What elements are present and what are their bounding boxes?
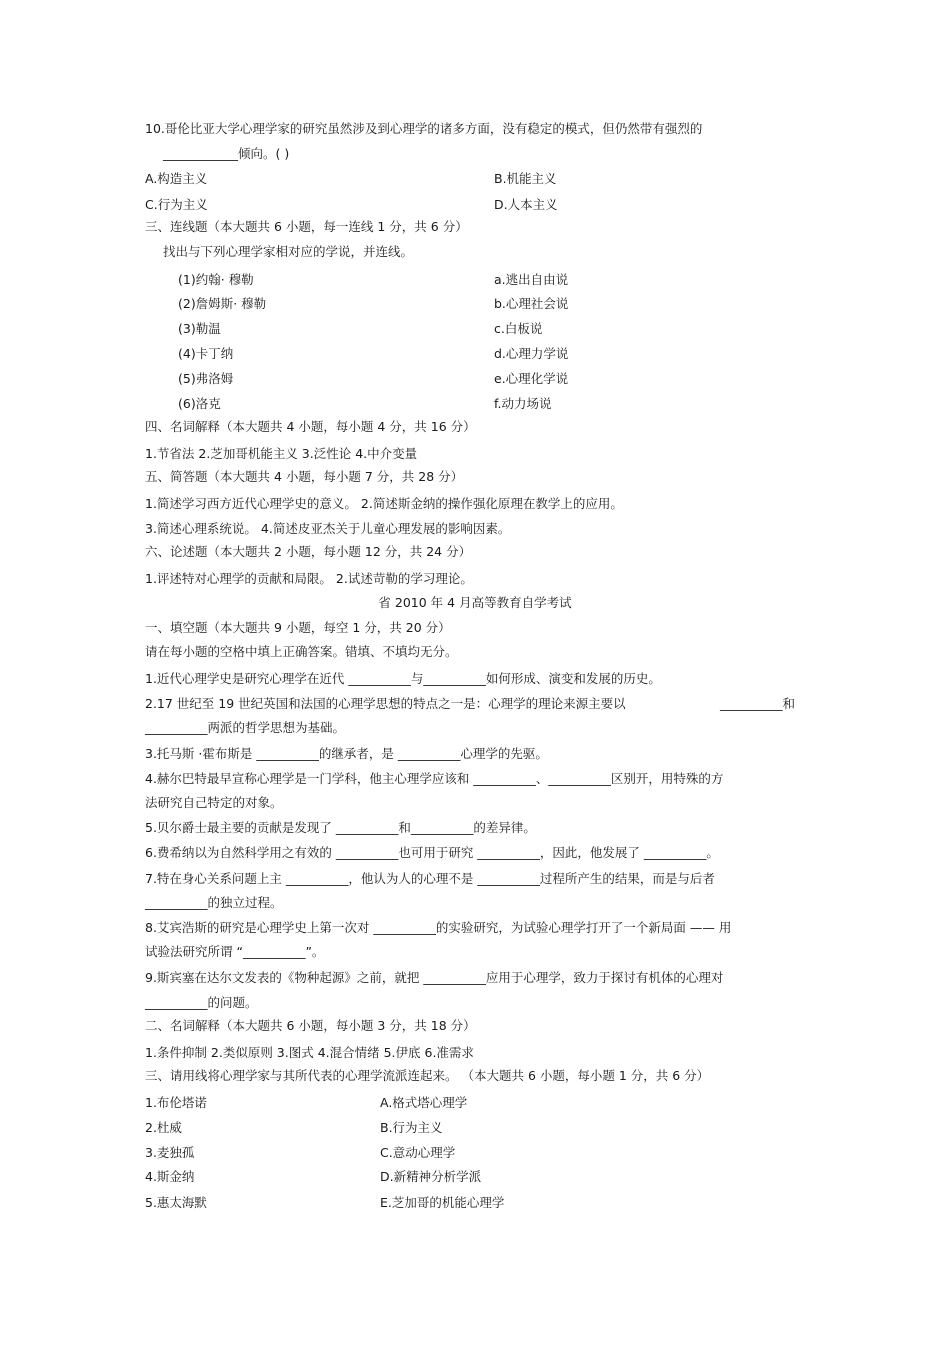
matching-2-left-item: 5.惠太海默 (145, 1195, 207, 1210)
matching-right-item: c.白板说 (494, 321, 543, 336)
matching-left-item: (4)卡丁纳 (178, 346, 234, 361)
fill-question-3: 3.托马斯 ·霍布斯是 __________的继承者，是 __________心理学的先驱。 (145, 746, 548, 761)
fill-question-9: 9.斯宾塞在达尔文发表的《物种起源》之前，就把 __________应用于心理学，致力于探讨有机体的心理对 (145, 970, 724, 985)
matching-right-item: e.心理化学说 (494, 371, 569, 386)
fill-question-1: 1.近代心理学史是研究心理学在近代 __________与__________如何形成、演变和发展的历史。 (145, 671, 661, 686)
section-terms-items: 1.节省法 2.芝加哥机能主义 3.泛性论 4.中介变量 (145, 446, 418, 461)
matching-2-left-item: 3.麦独孤 (145, 1145, 195, 1160)
fill-question-5: 5.贝尔爵士最主要的贡献是发现了 __________和__________的差异律。 (145, 820, 536, 835)
fill-question-7: 7.特在身心关系问题上主 __________，他认为人的心理不是 __________过程所产生的结果，而是与后者 (145, 871, 715, 886)
fill-question-7-continued: __________的独立过程。 (145, 895, 283, 910)
matching-left-item: (5)弗洛姆 (178, 371, 234, 386)
section-terms-2-items: 1.条件抑制 2.类似原则 3.图式 4.混合情绪 5.伊底 6.准需求 (145, 1045, 474, 1060)
section-terms-2-title: 二、名词解释（本大题共 6 小题，每小题 3 分，共 18 分） (145, 1018, 476, 1033)
fill-question-2: 2.17 世纪至 19 世纪英国和法国的心理学思想的特点之一是：心理学的理论来源主要以 (145, 696, 626, 711)
q10-option-a: A.构造主义 (145, 171, 208, 186)
matching-left-item: (3)勒温 (178, 321, 221, 336)
section-matching-instruction: 找出与下列心理学家相对应的学说，并连线。 (163, 244, 414, 259)
matching-right-item: f.动力场说 (494, 396, 552, 411)
fill-question-9-continued: __________的问题。 (145, 995, 258, 1010)
fill-question-6: 6.费希纳以为自然科学用之有效的 __________也可用于研究 __________，因此，他发展了 __________。 (145, 845, 719, 860)
section-matching-2-title: 三、请用线将心理学家与其所代表的心理学流派连起来。 （本大题共 6 小题，每小题 1 分，共 6 分） (145, 1068, 710, 1083)
matching-2-right-item: A.格式塔心理学 (380, 1095, 468, 1110)
fill-question-8-continued: 试验法研究所谓 “__________”。 (145, 944, 325, 959)
q10-option-b: B.机能主义 (494, 171, 557, 186)
q10-stem: 10.哥伦比亚大学心理学家的研究虽然涉及到心理学的诸多方面，没有稳定的模式，但仍然带有强烈的 (145, 121, 703, 136)
matching-right-item: b.心理社会说 (494, 296, 569, 311)
fill-question-4: 4.赫尔巴特最早宣称心理学是一门学科，他主心理学应该和 __________、__________区别开，用特殊的方 (145, 771, 724, 786)
matching-2-left-item: 4.斯金纳 (145, 1169, 195, 1184)
q10-option-c: C.行为主义 (145, 197, 208, 212)
exam-title: 省 2010 年 4 月高等教育自学考试 (378, 595, 572, 610)
matching-2-left-item: 1.布伦塔诺 (145, 1095, 207, 1110)
matching-right-item: a.逃出自由说 (494, 272, 569, 287)
matching-left-item: (2)詹姆斯· 穆勒 (178, 296, 267, 311)
essay-items: 1.评述特对心理学的贡献和局限。 2.试述苛勒的学习理论。 (145, 571, 473, 586)
fill-question-4-continued: 法研究自己特定的对象。 (145, 795, 283, 810)
matching-2-right-item: C.意动心理学 (380, 1145, 456, 1160)
fill-question-2-blank: __________和 (720, 696, 796, 711)
matching-2-right-item: D.新精神分析学派 (380, 1169, 482, 1184)
matching-2-left-item: 2.杜威 (145, 1120, 182, 1135)
section-matching-title: 三、连线题（本大题共 6 小题，每一连线 1 分，共 6 分） (145, 219, 468, 234)
section-fill-title: 一、填空题（本大题共 9 小题，每空 1 分，共 20 分） (145, 620, 451, 635)
q10-option-d: D.人本主义 (494, 197, 558, 212)
fill-question-8: 8.艾宾浩斯的研究是心理学史上第一次对 __________的实验研究，为试验心理学打开了一个新局面 —— 用 (145, 920, 732, 935)
section-essay-title: 六、论述题（本大题共 2 小题，每小题 12 分，共 24 分） (145, 544, 472, 559)
fill-question-2-continued: __________两派的哲学思想为基础。 (145, 720, 346, 735)
matching-2-right-item: E.芝加哥的机能心理学 (380, 1195, 505, 1210)
section-terms-title: 四、名词解释（本大题共 4 小题，每小题 4 分，共 16 分） (145, 419, 476, 434)
matching-left-item: (1)约翰· 穆勒 (178, 272, 254, 287)
matching-2-right-item: B.行为主义 (380, 1120, 443, 1135)
short-answer-line: 1.简述学习西方近代心理学史的意义。 2.简述斯金纳的操作强化原理在教学上的应用。 (145, 496, 623, 511)
matching-right-item: d.心理力学说 (494, 346, 569, 361)
matching-left-item: (6)洛克 (178, 396, 221, 411)
section-short-answer-title: 五、简答题（本大题共 4 小题，每小题 7 分，共 28 分） (145, 469, 464, 484)
short-answer-line: 3.简述心理系统说。 4.简述皮亚杰关于儿童心理发展的影响因素。 (145, 521, 511, 536)
q10-stem-continued: ____________倾向。( ) (163, 146, 290, 161)
section-fill-instruction: 请在每小题的空格中填上正确答案。错填、不填均无分。 (145, 644, 458, 659)
